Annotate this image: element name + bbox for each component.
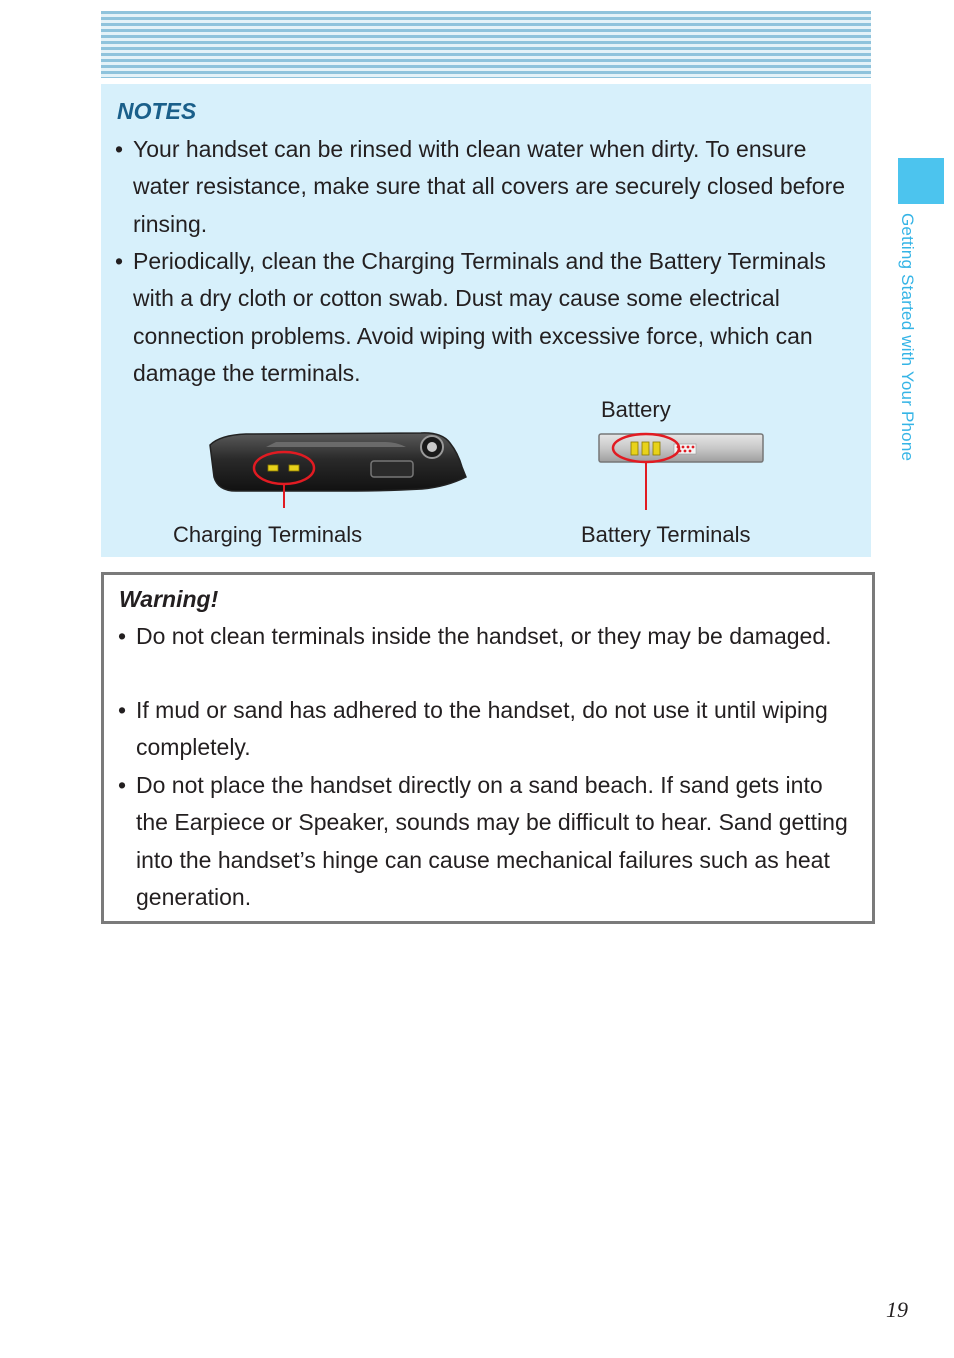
battery-terminals-label: Battery Terminals [581,522,751,547]
battery-label: Battery [601,397,671,422]
chapter-tab-label: Getting Started with Your Phone [898,213,917,462]
notes-item: • Periodically, clean the Charging Terminals and the Battery Terminals with a dry cloth or cotton swab. Dust may cause some electrical connection problems. Avoid wiping with excessive force, which can damage the terminals. [115,243,853,393]
header-stripe-band [101,11,871,78]
notes-box [101,84,871,557]
page-number: 19 [886,1297,908,1322]
chapter-tab [898,158,944,204]
charging-terminals-label: Charging Terminals [173,522,363,547]
warning-title: Warning! [119,586,219,612]
battery-illustration [596,430,768,512]
warning-item: • Do not clean terminals inside the handset, or they may be damaged. [118,618,856,655]
warning-item: • If mud or sand has adhered to the handset, do not use it until wiping completely. [118,692,856,767]
warning-item: • Do not place the handset directly on a sand beach. If sand gets into the Earpiece or Speaker, sounds may be difficult to hear. Sand getting into the handset’s hinge can cause mechanical failures such as heat generation. [118,767,856,917]
notes-title: NOTES [117,98,197,124]
warning-box [101,572,875,924]
handset-side-illustration [206,429,471,509]
notes-item: • Your handset can be rinsed with clean water when dirty. To ensure water resistance, make sure that all covers are securely closed before rinsing. [115,131,853,243]
